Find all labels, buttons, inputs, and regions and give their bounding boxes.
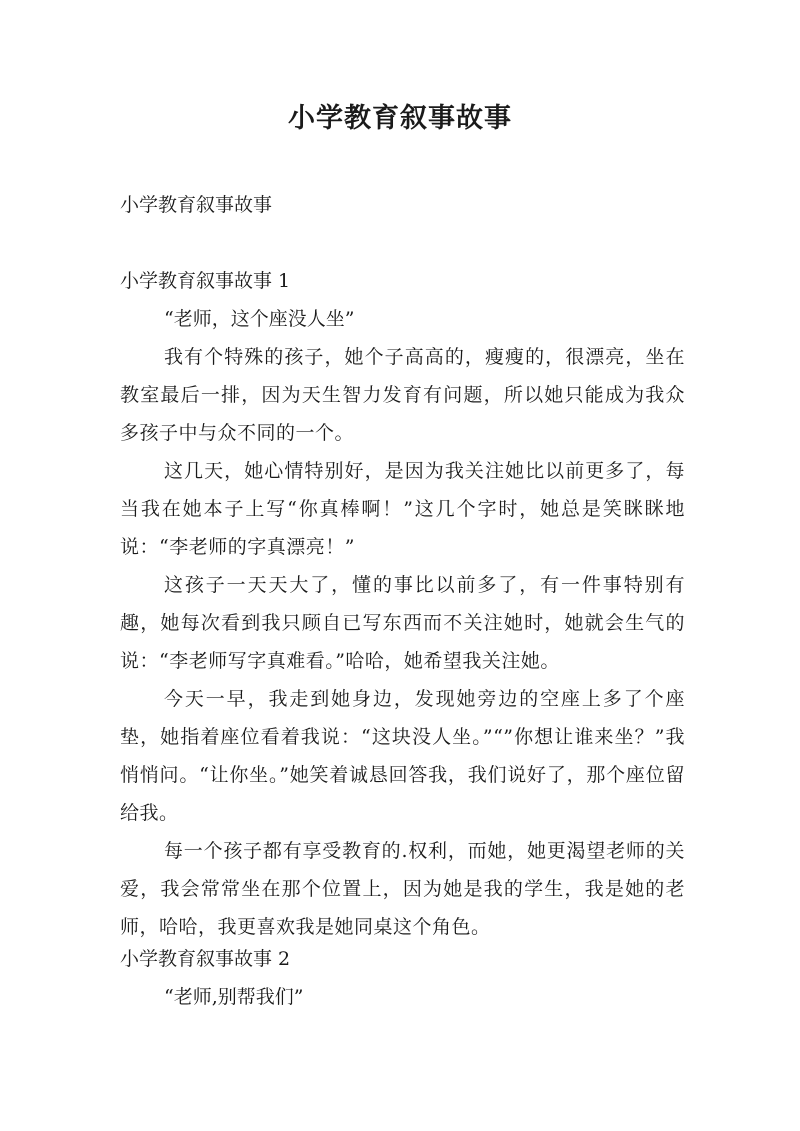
- story2-heading: 小学教育叙事故事 2: [120, 948, 291, 970]
- story1-heading: 小学教育叙事故事 1: [120, 270, 291, 292]
- story1-quote-title: “老师，这个座没人坐”: [164, 308, 355, 330]
- paragraph-5: 每一个孩子都有享受教育的.权利，而她，她更渴望老师的关爱，我会常常坐在那个位置上，因为她是我的学生，我是她的老师，哈哈，我更喜欢我是她同桌这个角色。: [120, 840, 685, 938]
- document-subtitle: 小学教育叙事故事: [120, 194, 273, 216]
- story2-quote-title: “老师,别帮我们”: [164, 986, 304, 1008]
- paragraph-3: 这孩子一天天大了，懂的事比以前多了，有一件事特别有趣，她每次看到我只顾自已写东西而不关注她时，她就会生气的说：“李老师写字真难看。”哈哈，她希望我关注她。: [120, 574, 685, 672]
- paragraph-4: 今天一早，我走到她身边，发现她旁边的空座上多了个座垫，她指着座位看着我说：“这块没人坐。”“”你想让谁来坐？”我悄悄问。“让你坐。”她笑着诚恳回答我，我们说好了，那个座位留给我。: [120, 688, 685, 824]
- document-title: 小学教育叙事故事: [288, 103, 512, 134]
- paragraph-1: 我有个特殊的孩子，她个子高高的，瘦瘦的，很漂亮，坐在教室最后一排，因为天生智力发育有问题，所以她只能成为我众多孩子中与众不同的一个。: [120, 346, 685, 444]
- paragraph-2: 这几天，她心情特别好，是因为我关注她比以前更多了，每当我在她本子上写“你真棒啊！”这几个字时，她总是笑眯眯地说：“李老师的字真漂亮！”: [120, 460, 685, 558]
